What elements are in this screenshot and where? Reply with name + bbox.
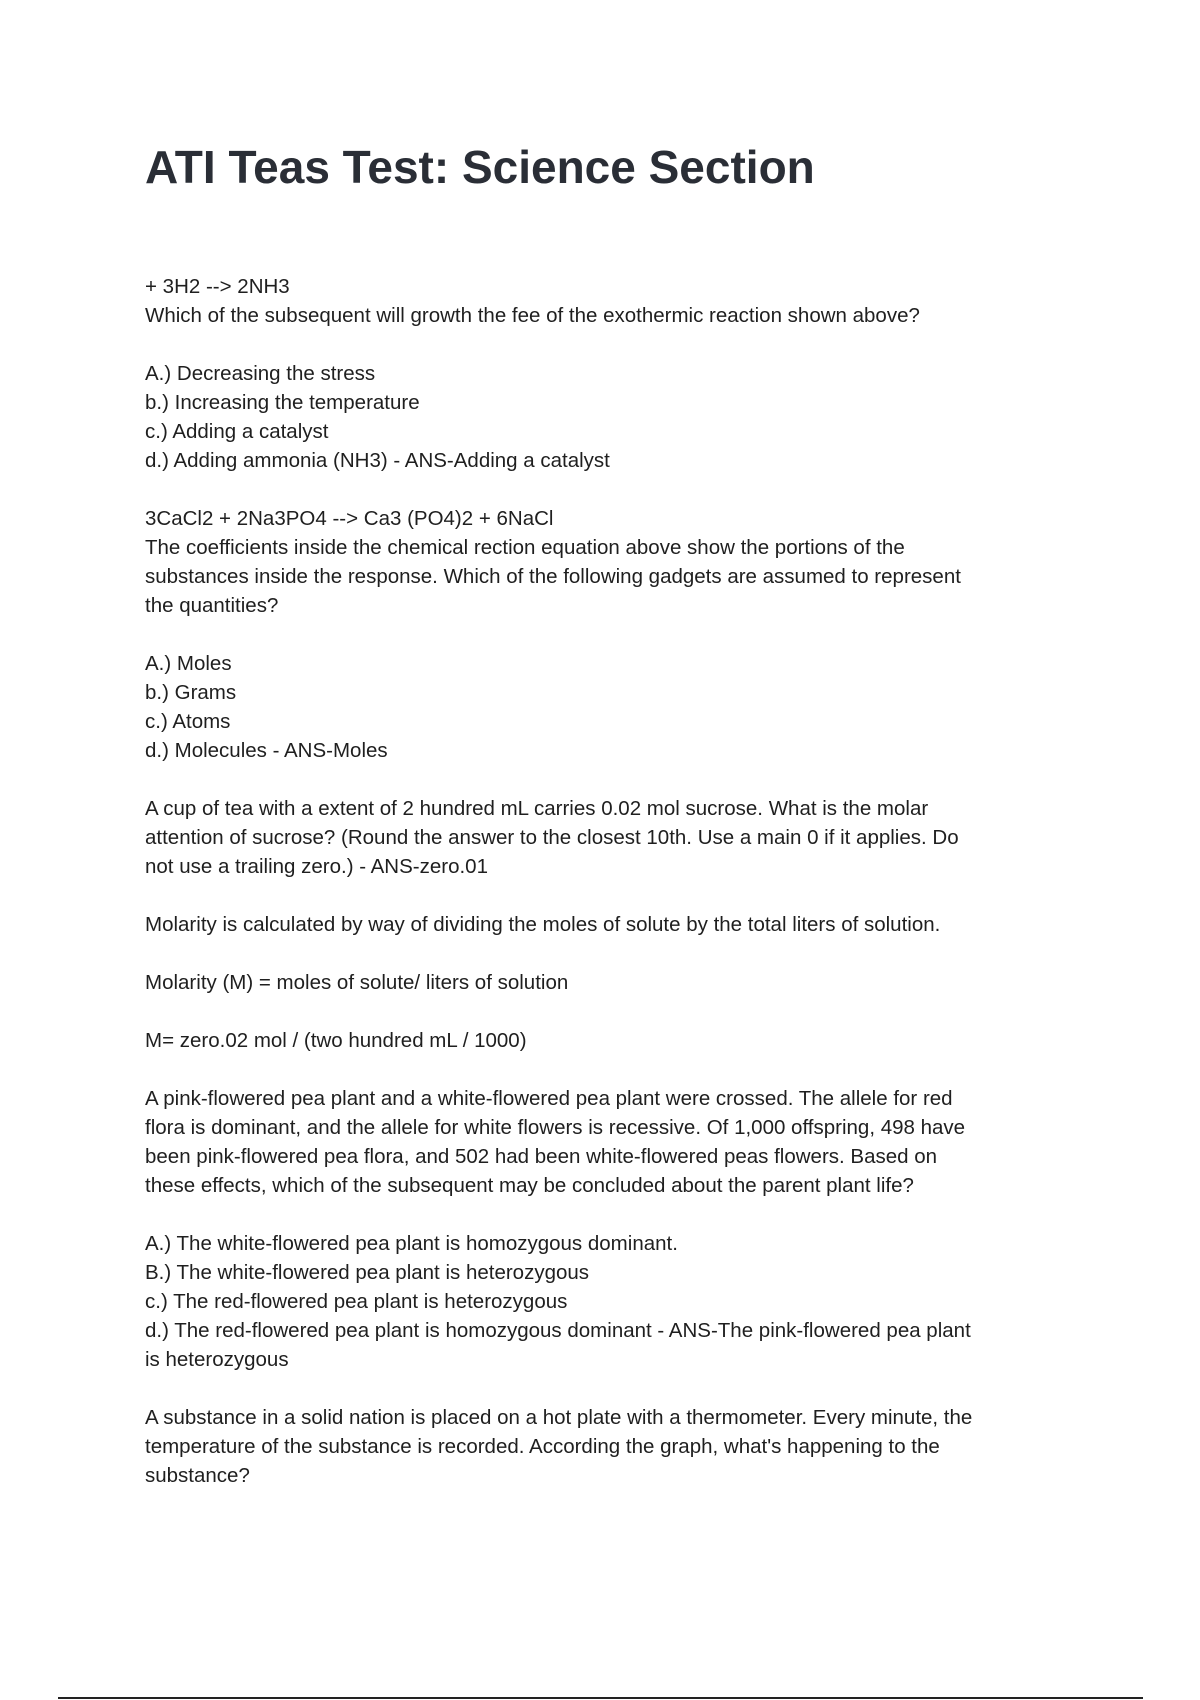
q4-question-line: been pink-flowered pea flora, and 502 had been white-flowered peas flowers. Based on	[145, 1145, 938, 1168]
q1-equation: + 3H2 --> 2NH3	[145, 275, 290, 298]
q3-question-line: attention of sucrose? (Round the answer to the closest 10th. Use a main 0 if it applies. Do	[145, 826, 959, 849]
q2-option-a: A.) Moles	[145, 652, 232, 675]
q1-option-a: A.) Decreasing the stress	[145, 362, 376, 385]
q1-question: Which of the subsequent will growth the fee of the exothermic reaction shown above?	[145, 304, 920, 327]
q4-option-c: c.) The red-flowered pea plant is heterozygous	[145, 1290, 568, 1313]
q4-question-line: flora is dominant, and the allele for white flowers is recessive. Of 1,000 offspring, 498 have	[145, 1116, 966, 1139]
question-block-4	[145, 1084, 1045, 1374]
q3-calculation: M= zero.02 mol / (two hundred mL / 1000)	[145, 1029, 527, 1052]
q1-option-d: d.) Adding ammonia (NH3) - ANS-Adding a catalyst	[145, 449, 610, 472]
question-block-3	[145, 794, 1045, 1055]
page-title: ATI Teas Test: Science Section	[145, 141, 815, 193]
q4-question-line: A pink-flowered pea plant and a white-flowered pea plant were crossed. The allele for red	[145, 1087, 953, 1110]
document-body	[145, 272, 1045, 1490]
q3-explanation: Molarity is calculated by way of dividing the moles of solute by the total liters of solution.	[145, 913, 941, 936]
q5-question-line: substance?	[145, 1464, 250, 1487]
q2-equation: 3CaCl2 + 2Na3PO4 --> Ca3 (PO4)2 + 6NaCl	[145, 507, 554, 530]
q4-option-d: d.) The red-flowered pea plant is homozygous dominant - ANS-The pink-flowered pea plant	[145, 1319, 971, 1342]
q1-option-c: c.) Adding a catalyst	[145, 420, 329, 443]
q5-question-line: temperature of the substance is recorded. According the graph, what's happening to the	[145, 1435, 940, 1458]
q2-question-line: substances inside the response. Which of the following gadgets are assumed to represent	[145, 565, 961, 588]
q5-question-line: A substance in a solid nation is placed on a hot plate with a thermometer. Every minute, the	[145, 1406, 973, 1429]
q2-question-line: the quantities?	[145, 594, 279, 617]
q4-option-d-continued: is heterozygous	[145, 1348, 289, 1371]
q3-formula: Molarity (M) = moles of solute/ liters of solution	[145, 971, 569, 994]
q3-question-line: A cup of tea with a extent of 2 hundred mL carries 0.02 mol sucrose. What is the molar	[145, 797, 929, 820]
q4-option-a: A.) The white-flowered pea plant is homozygous dominant.	[145, 1232, 678, 1255]
q1-option-b: b.) Increasing the temperature	[145, 391, 420, 414]
question-block-2	[145, 504, 1045, 765]
q2-option-c: c.) Atoms	[145, 710, 231, 733]
q4-option-b: B.) The white-flowered pea plant is heterozygous	[145, 1261, 590, 1284]
q2-option-b: b.) Grams	[145, 681, 237, 704]
question-block-5	[145, 1403, 1045, 1490]
q2-question-line: The coefficients inside the chemical rection equation above show the portions of the	[145, 536, 905, 559]
q2-option-d: d.) Molecules - ANS-Moles	[145, 739, 388, 762]
footer-divider	[58, 1697, 1143, 1699]
q3-question-line: not use a trailing zero.) - ANS-zero.01	[145, 855, 488, 878]
question-block-1	[145, 272, 1045, 475]
q4-question-line: these effects, which of the subsequent may be concluded about the parent plant life?	[145, 1174, 914, 1197]
